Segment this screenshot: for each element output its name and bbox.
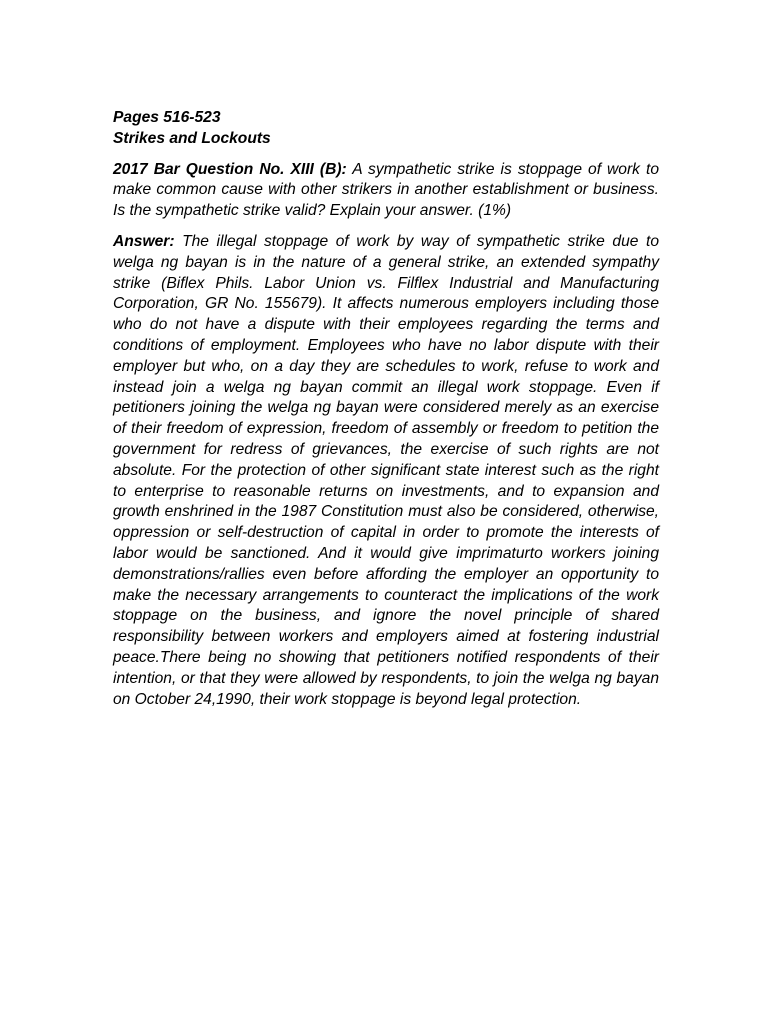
question-text: A sympathetic strike is stoppage of work to make common cause with other strikers in another establishment or business. Is the sympathetic strike valid? Explain your answer. (1%) <box>113 160 659 220</box>
topic-heading: Strikes and Lockouts <box>113 129 271 147</box>
answer-text: The illegal stoppage of work by way of sympathetic strike due to welga ng bayan is in the nature of a general strike, an extended sympathy strike (Biflex Phils. Labor Union vs. Filflex Industrial and Manufacturing Corporation, GR No. 155679). It affects numerous employers including those who do not have a dispute with their employees regarding the terms and conditions of employment. Employees who have no labor dispute with their employer but who, on a day they are schedules to work, refuse to work and instead join a welga ng bayan commit an illegal work stoppage. Even if petitioners joining the welga ng bayan were considered merely as an exercise of their freedom of expression, freedom of assembly or freedom to petition the government for redress of grievances, the exercise of such rights are not absolute. For the protection of other significant state interest such as the right to enterprise to reasonable returns on investments, and to expansion and growth enshrined in the 1987 Constitution must also be considered, otherwise, oppression or self-destruction of capital in order to promote the interests of labor would be sanctioned. And it would give imprimaturto workers joining demonstrations/rallies even before affording the employer an opportunity to make the necessary arrangements to counteract the implications of the work stoppage on the business, and ignore the novel principle of shared responsibility between workers and employers aimed at fostering industrial peace.There being no showing that petitioners notified respondents of their intention, or that they were allowed by respondents, to join the welga ng bayan on October 24,1990, their work stoppage is beyond legal protection. <box>113 232 659 708</box>
answer-label: Answer: <box>113 232 175 250</box>
document-page <box>113 108 659 710</box>
question-paragraph <box>113 160 659 222</box>
pages-heading: Pages 516-523 <box>113 109 221 126</box>
question-label: 2017 Bar Question No. XIII (B): <box>113 160 347 178</box>
answer-paragraph <box>113 232 659 710</box>
